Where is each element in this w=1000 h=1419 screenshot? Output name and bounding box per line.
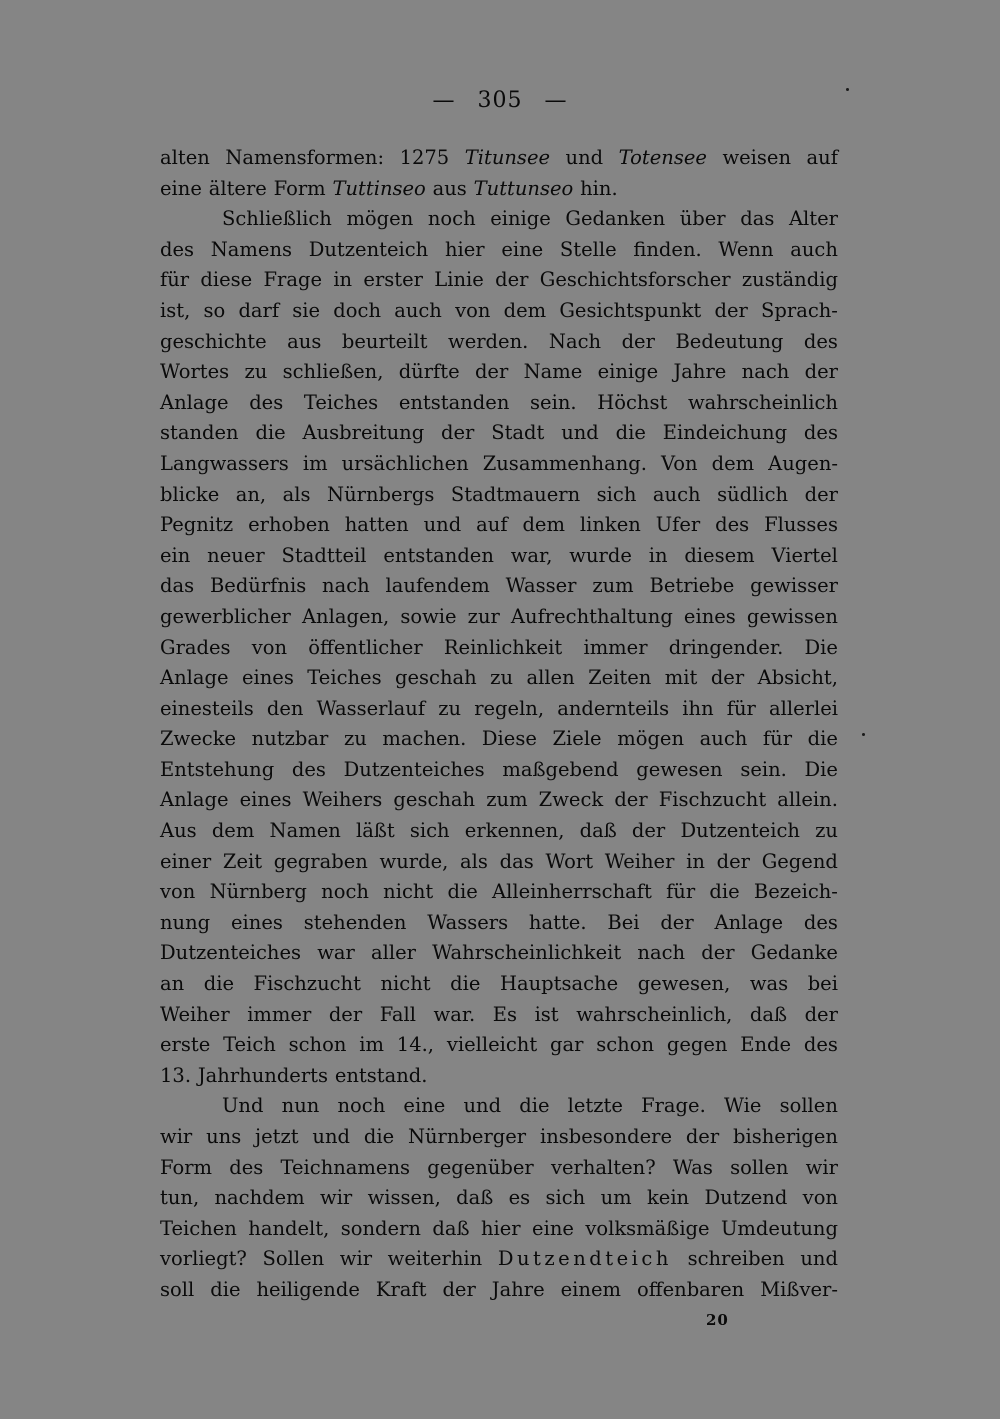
text-line: 13. Jahrhunderts entstand. [160, 1063, 428, 1087]
text-line: Anlage eines Weihers geschah zum Zweck der Fischzucht allein. [160, 788, 838, 812]
text-line: Und nun noch eine und die letzte Frage. Wie sollen [222, 1094, 838, 1118]
text-line: Weiher immer der Fall war. Es ist wahrscheinlich, daß der [160, 1002, 838, 1026]
text-line: Anlage eines Teiches geschah zu allen Zeiten mit der Absicht, [160, 666, 838, 690]
text-line: Pegnitz erhoben hatten und auf dem linken Ufer des Flusses [160, 513, 838, 537]
text-line: blicke an, als Nürnbergs Stadtmauern sich auch südlich der [160, 482, 838, 506]
text-line: von Nürnberg noch nicht die Alleinherrschaft für die Bezeich- [160, 880, 838, 904]
text-line: Teichen handelt, sondern daß hier eine volksmäßige Umdeutung [160, 1216, 838, 1240]
text-line: geschichte aus beurteilt werden. Nach der Bedeutung des [160, 329, 838, 353]
text-line: Langwassers im ursächlichen Zusammenhang. Von dem Augen- [160, 451, 838, 475]
text-line: einer Zeit gegraben wurde, als das Wort Weiher in der Gegend [160, 849, 838, 873]
text-line: ein neuer Stadtteil entstanden war, wurde in diesem Viertel [160, 543, 838, 567]
text-line: Zwecke nutzbar zu machen. Diese Ziele mögen auch für die [160, 727, 838, 751]
print-speck [846, 88, 849, 91]
text-line: an die Fischzucht nicht die Hauptsache gewesen, was bei [160, 972, 838, 996]
print-speck [862, 733, 865, 736]
text-line: Aus dem Namen läßt sich erkennen, daß der Dutzenteich zu [160, 819, 838, 843]
text-line: das Bedürfnis nach laufendem Wasser zum Betriebe gewisser [160, 574, 838, 598]
text-line: soll die heiligende Kraft der Jahre einem offenbaren Mißver- [160, 1277, 838, 1301]
text-line: einesteils den Wasserlauf zu regeln, andernteils ihn für allerlei [160, 696, 838, 720]
text-line: nung eines stehenden Wassers hatte. Bei der Anlage des [160, 910, 838, 934]
text-line: Entstehung des Dutzenteiches maßgebend gewesen sein. Die [160, 757, 838, 781]
text-line: für diese Frage in erster Linie der Geschichtsforscher zuständig [160, 268, 838, 292]
text-line: ist, so darf sie doch auch von dem Gesichtspunkt der Sprach- [160, 298, 838, 322]
header-dash-right: — [544, 88, 568, 113]
text-line: gewerblicher Anlagen, sowie zur Aufrechthaltung eines gewissen [160, 604, 838, 628]
page-header [0, 88, 1000, 113]
text-line: des Namens Dutzenteich hier eine Stelle finden. Wenn auch [160, 237, 838, 261]
text-line: Form des Teichnamens gegenüber verhalten? Was sollen wir [160, 1155, 838, 1179]
body-text [160, 143, 838, 1306]
text-line: Dutzenteiches war aller Wahrscheinlichkeit nach der Gedanke [160, 941, 838, 965]
text-line: alten Namensformen: 1275 Titunsee und Totensee weisen auf [160, 146, 838, 169]
text-line: eine ältere Form Tuttinseo aus Tuttunseo hin. [160, 176, 618, 200]
signature-mark: 20 [706, 1311, 729, 1329]
text-line: Anlage des Teiches entstanden sein. Höchst wahrscheinlich [160, 390, 838, 414]
text-line: standen die Ausbreitung der Stadt und die Eindeichung des [160, 421, 838, 445]
text-line: erste Teich schon im 14., vielleicht gar schon gegen Ende des [160, 1033, 838, 1057]
page-number: 305 [477, 88, 523, 113]
text-line: Grades von öffentlicher Reinlichkeit immer dringender. Die [160, 635, 838, 659]
text-line: Wortes zu schließen, dürfte der Name einige Jahre nach der [160, 360, 838, 384]
header-dash-left: — [432, 88, 456, 113]
text-line: vorliegt? Sollen wir weiterhin Dutzendteich schreiben und [160, 1247, 838, 1271]
text-line: Schließlich mögen noch einige Gedanken über das Alter [222, 207, 838, 231]
text-line: wir uns jetzt und die Nürnberger insbesondere der bisherigen [160, 1125, 838, 1148]
text-line: tun, nachdem wir wissen, daß es sich um kein Dutzend von [160, 1186, 838, 1210]
